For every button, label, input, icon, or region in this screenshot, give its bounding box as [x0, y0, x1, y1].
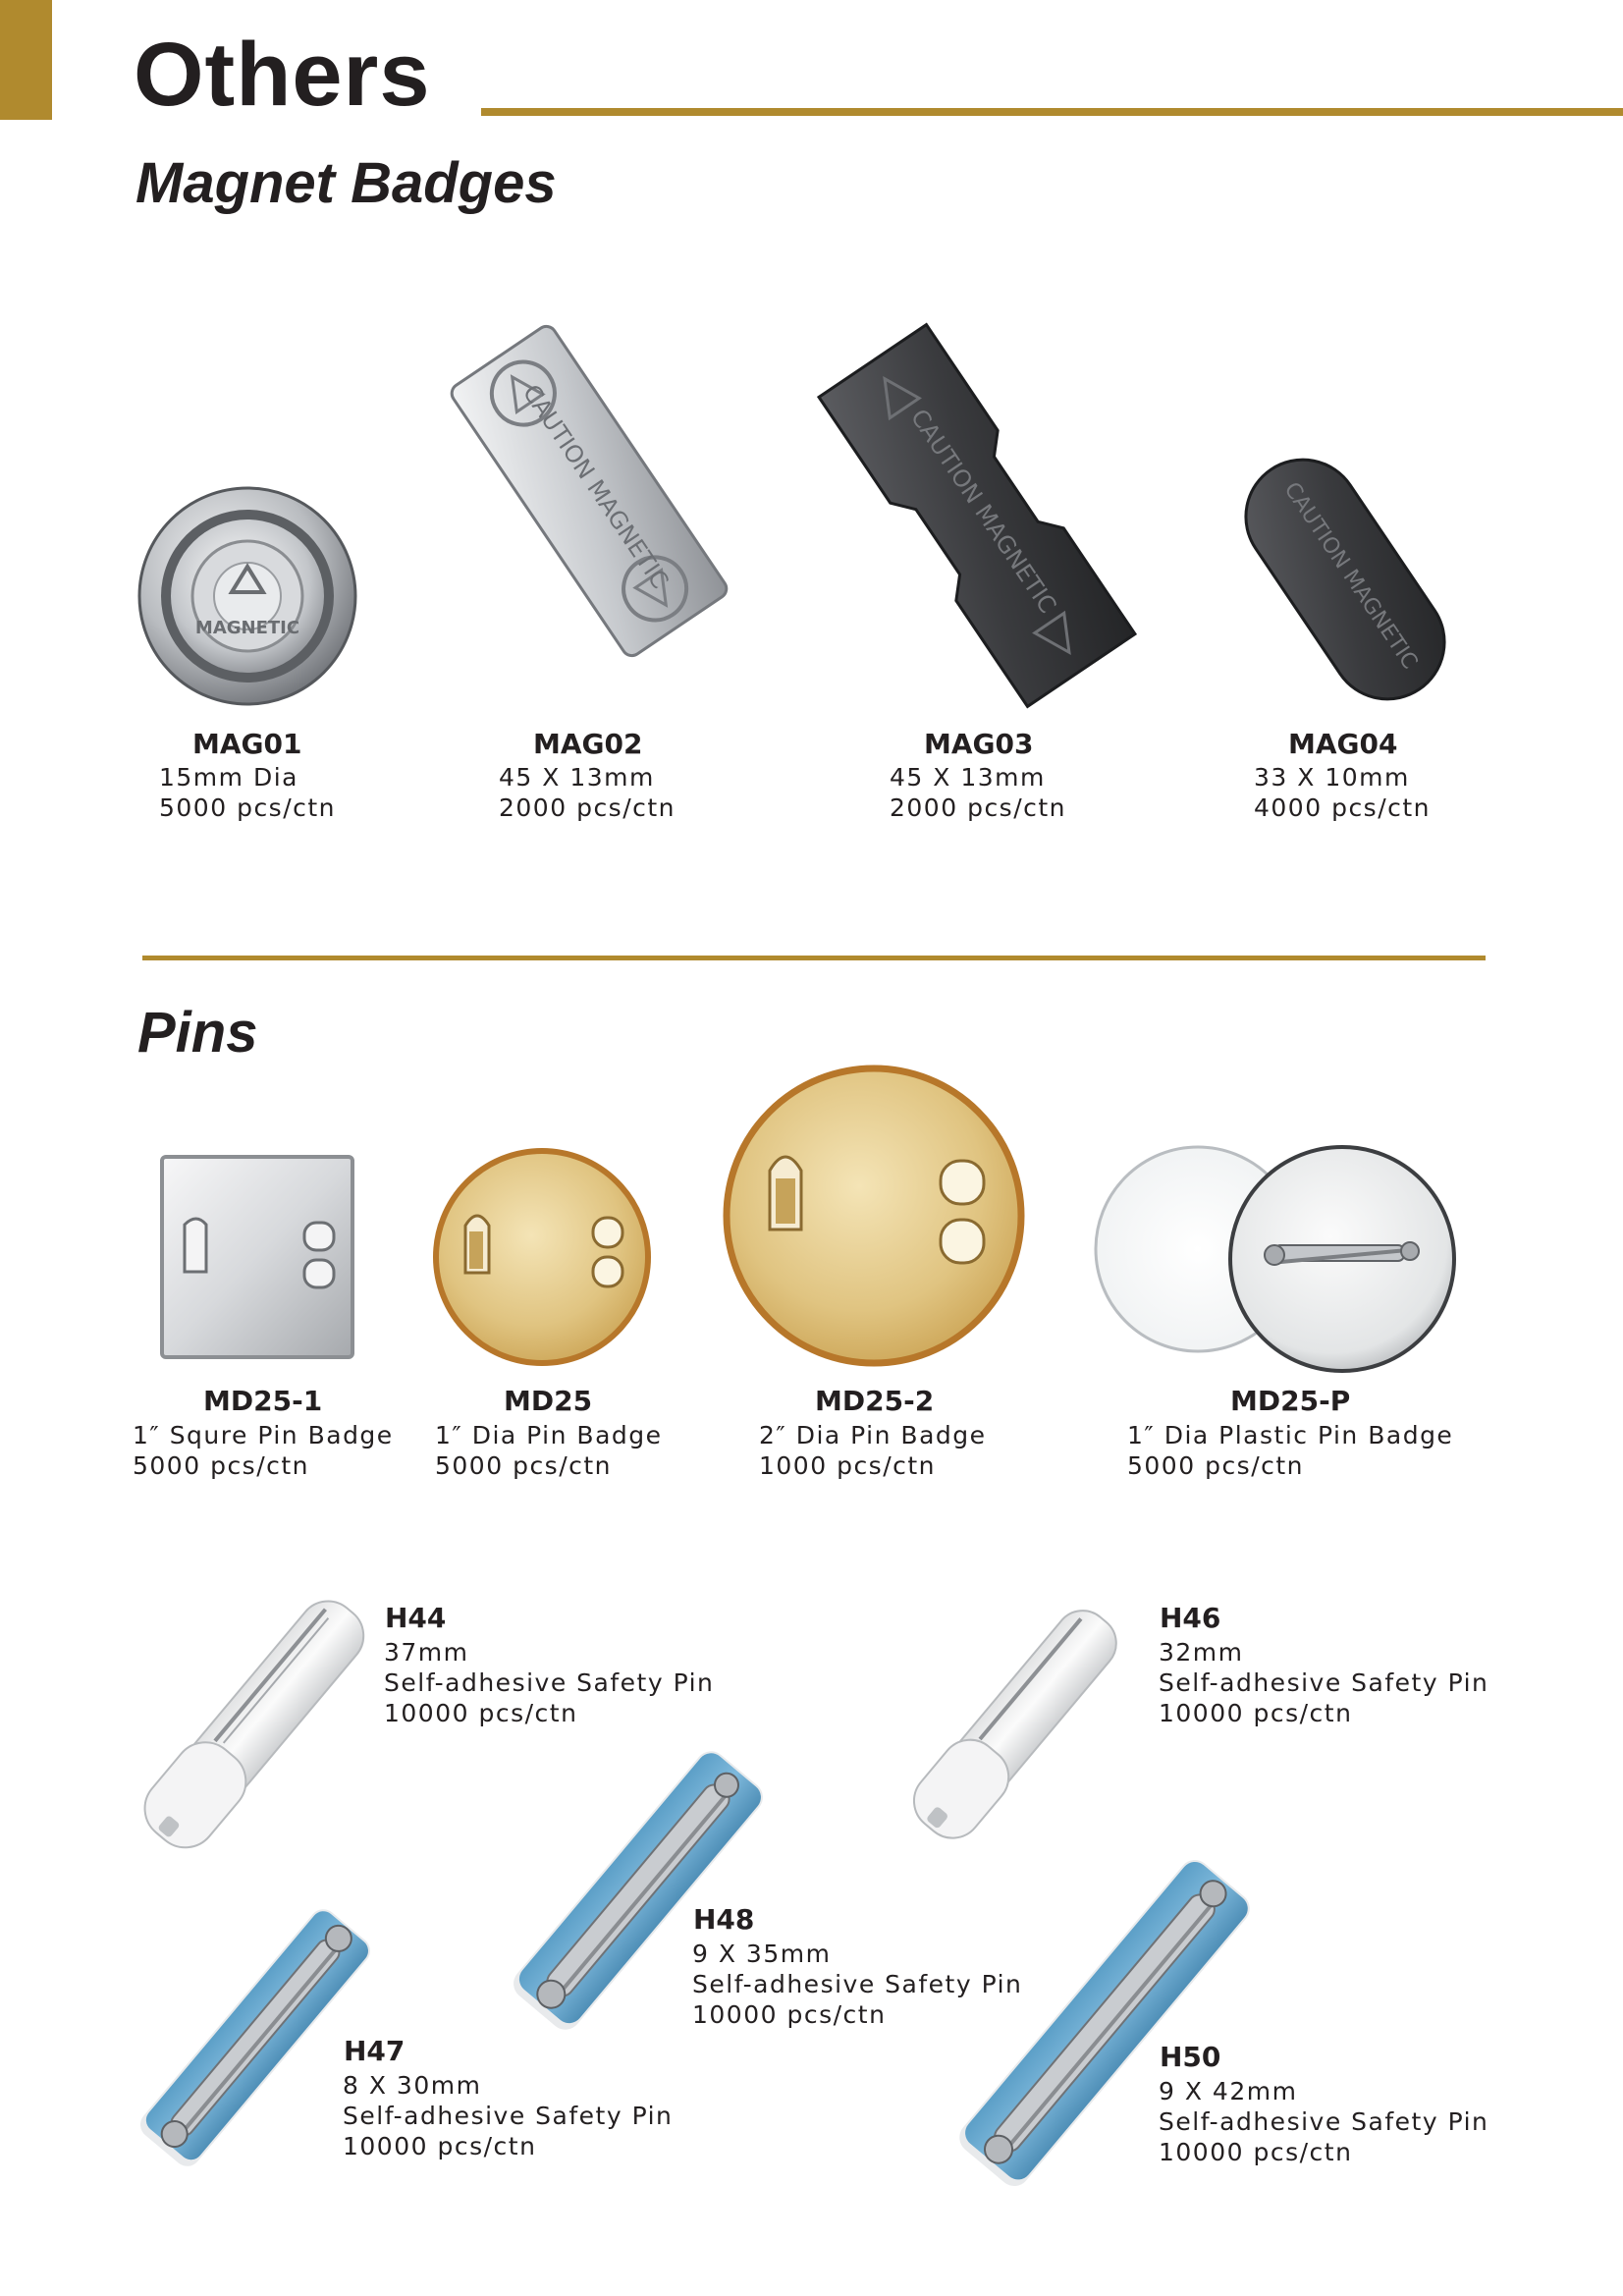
h44-code: H44 — [385, 1602, 447, 1634]
mag04-caution-text: CAUTION MAGNETIC — [1278, 477, 1423, 675]
md25-qty: 5000 pcs/ctn — [435, 1451, 613, 1480]
h50-qty: 10000 pcs/ctn — [1159, 2138, 1353, 2166]
section-title-magnet-badges: Magnet Badges — [135, 151, 557, 215]
mag03-code: MAG03 — [924, 728, 1034, 760]
mag02-image — [437, 314, 741, 668]
h44-qty: 10000 pcs/ctn — [384, 1699, 578, 1727]
h50-desc: Self-adhesive Safety Pin — [1159, 2107, 1489, 2136]
h44-image — [137, 1581, 373, 1866]
mag04-code: MAG04 — [1288, 728, 1398, 760]
md25-p-qty: 5000 pcs/ctn — [1127, 1451, 1305, 1480]
section-divider — [142, 956, 1486, 960]
md25-1-image — [159, 1154, 355, 1360]
h48-size: 9 X 35mm — [692, 1940, 832, 1968]
mag01-code: MAG01 — [192, 728, 302, 760]
mag02-details — [499, 762, 676, 823]
corner-accent-block — [0, 0, 52, 120]
mag03-qty: 2000 pcs/ctn — [890, 793, 1067, 822]
h48-desc: Self-adhesive Safety Pin — [692, 1970, 1023, 1998]
h48-code: H48 — [693, 1903, 755, 1936]
md25-2-desc: 2″ Dia Pin Badge — [759, 1421, 987, 1449]
mag02-qty: 2000 pcs/ctn — [499, 793, 676, 822]
mag01-caution-text: MAGNETIC — [194, 618, 300, 638]
h47-details — [343, 2070, 673, 2161]
mag03-caution-text: CAUTION MAGNETIC — [904, 404, 1062, 619]
mag02-caution-text: CAUTION MAGNETIC — [516, 379, 675, 594]
mag03-details — [890, 762, 1066, 823]
md25-1-code: MD25-1 — [203, 1385, 323, 1417]
title-rule — [481, 108, 1623, 116]
h46-code: H46 — [1160, 1602, 1221, 1634]
md25-2-qty: 1000 pcs/ctn — [759, 1451, 937, 1480]
h46-qty: 10000 pcs/ctn — [1159, 1699, 1353, 1727]
mag01-qty: 5000 pcs/ctn — [159, 793, 337, 822]
h48-details — [692, 1939, 1022, 2030]
mag01-image — [137, 486, 358, 707]
md25-p-desc: 1″ Dia Plastic Pin Badge — [1127, 1421, 1454, 1449]
mag02-code: MAG02 — [533, 728, 643, 760]
md25-2-details — [759, 1420, 987, 1481]
section-title-pins: Pins — [137, 1001, 258, 1065]
md25-1-details — [133, 1420, 394, 1481]
md25-p-image — [1090, 1139, 1463, 1375]
h47-size: 8 X 30mm — [343, 2071, 482, 2100]
h47-desc: Self-adhesive Safety Pin — [343, 2102, 674, 2130]
page-title: Others — [134, 25, 431, 125]
mag02-size: 45 X 13mm — [499, 763, 655, 792]
md25-1-desc: 1″ Squre Pin Badge — [133, 1421, 394, 1449]
h44-desc: Self-adhesive Safety Pin — [384, 1668, 715, 1697]
md25-image — [432, 1147, 652, 1367]
h46-details — [1159, 1637, 1488, 1728]
h47-qty: 10000 pcs/ctn — [343, 2132, 537, 2160]
h44-details — [384, 1637, 714, 1728]
md25-2-code: MD25-2 — [815, 1385, 935, 1417]
h50-size: 9 X 42mm — [1159, 2077, 1298, 2105]
mag04-qty: 4000 pcs/ctn — [1254, 793, 1432, 822]
mag01-size: 15mm Dia — [159, 763, 298, 792]
h46-size: 32mm — [1159, 1638, 1244, 1667]
md25-details — [435, 1420, 663, 1481]
md25-1-qty: 5000 pcs/ctn — [133, 1451, 310, 1480]
h47-code: H47 — [344, 2035, 406, 2067]
mag04-size: 33 X 10mm — [1254, 763, 1410, 792]
md25-code: MD25 — [504, 1385, 593, 1417]
mag01-details — [159, 762, 336, 823]
mag04-details — [1254, 762, 1431, 823]
md25-p-details — [1127, 1420, 1453, 1481]
h50-details — [1159, 2076, 1488, 2167]
h46-desc: Self-adhesive Safety Pin — [1159, 1668, 1489, 1697]
md25-p-code: MD25-P — [1230, 1385, 1351, 1417]
mag03-image — [805, 314, 1149, 717]
h44-size: 37mm — [384, 1638, 469, 1667]
mag03-size: 45 X 13mm — [890, 763, 1046, 792]
h50-code: H50 — [1160, 2041, 1221, 2073]
md25-2-image — [721, 1063, 1027, 1369]
mag04-image — [1217, 432, 1473, 727]
md25-desc: 1″ Dia Pin Badge — [435, 1421, 663, 1449]
h46-image — [898, 1586, 1134, 1861]
h48-qty: 10000 pcs/ctn — [692, 2000, 887, 2029]
